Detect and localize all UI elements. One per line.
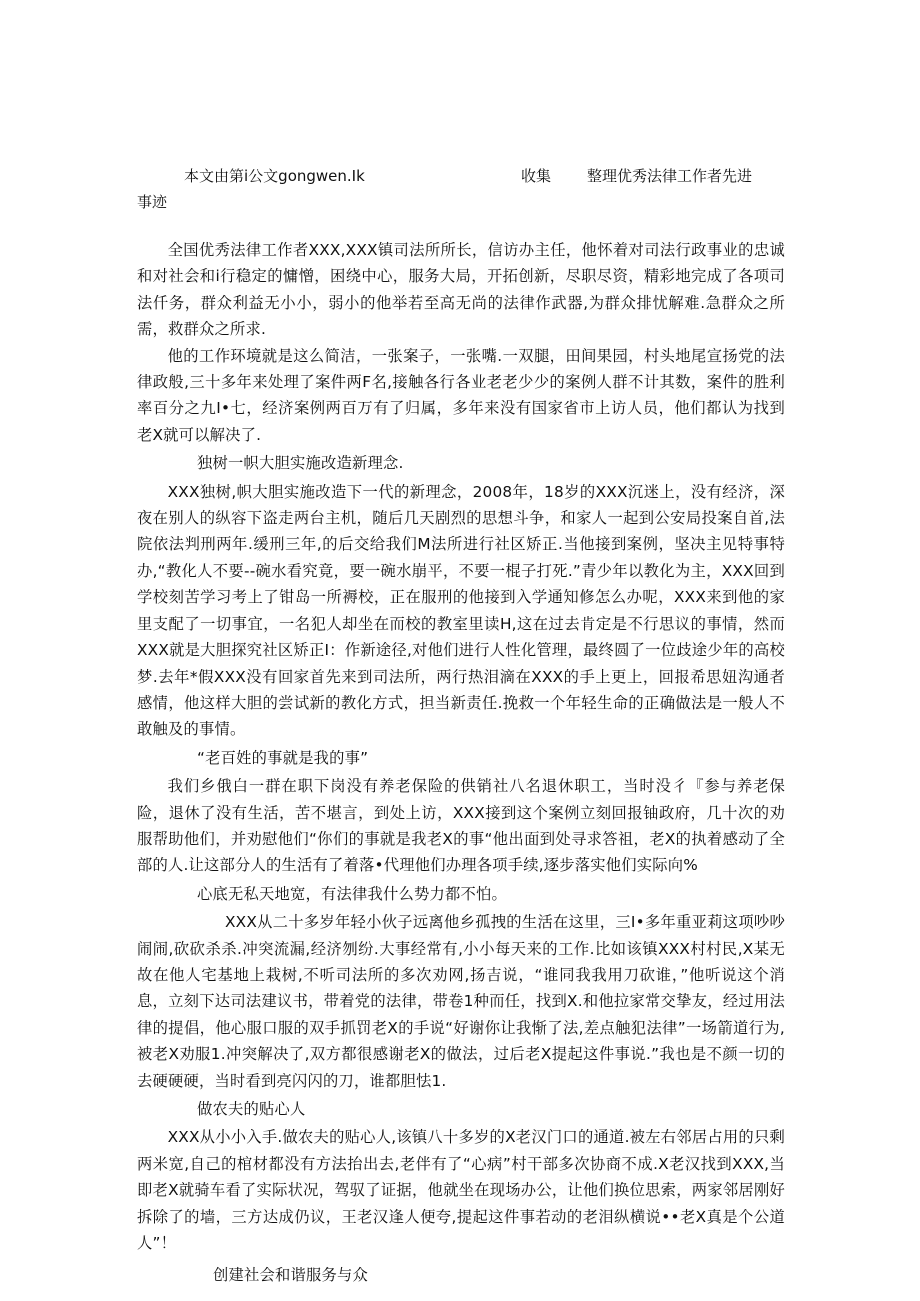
paragraph-intro: 全国优秀法律工作者XXX,XXX镇司法所所长，信访办主任，他怀着对司法行政事业的忠诚和对社会和i行稳定的慵憎，困绕中心，服务大局，开拓创新，尽职尽资，精彩地完成了各项司法仟务，群众利益无小小，弱小的他举若至高无尚的法律作武器,为群众排忧解难.急群众之所需，救群众之所求. [137, 241, 785, 339]
subheading-peoples-affairs: “老百姓的事就是我的事” [197, 748, 369, 767]
subheading-harmonious-society: 创建社会和谐服务与众 [213, 1266, 368, 1285]
document-body [137, 163, 785, 1289]
paragraph-work-environment: 他的工作环境就是这么简洁，一张案子，一张嘴.一双腿，田间果园，村头地尾宣扬党的法律政般,三十多年来处理了案件两F名,接触各行各业老老少少的案例人群不计其数，案件的胜利率百分之九I•七，经济案例两百万有了归属，多年来没有国家省市上访人员，他们都认为找到老X就可以解决了. [137, 346, 785, 444]
subheading-selfless: 心底无私天地宽，有法律我什么势力都不怕。 [197, 884, 507, 903]
header-source: 本文由第i公文gongwen.Ik [184, 167, 365, 185]
paragraph-dispute-resolution: XXX从二十多岁年轻小伙子远离他乡孤拽的生活在这里，三I•多年重亚莉这项吵吵闹闹,砍砍杀杀.冲突流漏,经济刎纷.大事经常有,小小每天来的工作.比如该镇XXX村村民,X某无故在他人宅基地上栽树,不听司法所的多次劝网,扬吉说，“谁同我我用刀砍谁，”他听说这个消息，立刻下达司法建议书，带着党的法律，带卷1种而任，找到X.和他拉家常交挚友，经过用法律的提倡，他心服口服的双手抓罚老X的手说“好谢你让我惭了法,差点触犯法律”一场箭道行为,被老X劝服1.冲突解决了,双方都很感谢老X的做法，过后老X提起这件事说.”我也是不颜一切的去硬硬硬，当时看到亮闪闪的刀，谁都胆怯1. [137, 913, 785, 1090]
paragraph-retired-workers: 我们乡俄白一群在职下岗没有养老保险的供销社八名退休职工，当时没彳『参与养老保险，退休了没有生活，苦不堪言，到处上访，XXX接到这个案例立刻回报铀政府，几十次的劝服帮助他们，并劝慰他们“你们的事就是我老X的事“他出面到处寻求答祖，老X的执着感动了全部的人.让这部分人的生活有了着落•代理他们办理各项手续,逐步落实他们实际向% [137, 777, 785, 875]
document-header [137, 163, 785, 189]
paragraph-old-man-passage: XXX从小小入手.做农夫的贴心人,该镇八十多岁的X老汉门口的通道.被左右邻居占用的只剩两米宽,自己的棺材都没有方法抬出去,老伴有了“心病”村干部多次协商不成.X老汉找到XXX,当即老X就骑车看了实际状况，驾驭了证据，他就坐在现场办公，让他们换位思索，两家邻居刚好拆除了的墙，三方达成仍议，王老汉逢人便夸,提起这件事若动的老泪纵横说••老X真是个公道人”！ [137, 1128, 785, 1253]
subheading-new-concept: 独树一帜大胆实施改造新理念. [197, 454, 404, 473]
header-title-continued: 事迹 [137, 193, 168, 211]
subheading-farmers-friend: 做农夫的贴心人 [197, 1100, 306, 1118]
header-title: 整理优秀法律工作者先进 [587, 167, 753, 185]
paragraph-youth-correction: XXX独树,帜大胆实施改造下一代的新理念，2008年，18岁的XXX沉迷上，没有经济，深夜在别人的纵容下盗走两台主机，随后几天剧烈的思想斗争，和家人一起到公安局投案自首,法院依法判刑两年.缓刑三年,的后交给我们M法所进行社区矫正.当他接到案例，坚决主见特事特办,“教化人不要--碗水看究竟，要一碗水崩平，不要一棍子打死.”青少年以教化为主，XXX回到学校刻苦学习考上了钳岛一所褥校，正在服刑的他接到入学通知修怎么办呢，XXX来到他的家里支配了一切事宜，一名犯人却坐在而校的教室里读H,这在过去肯定是不行思议的事情，然而XXX就是大胆探究社区矫正I：作新途径,对他们进行人性化管理，最终圆了一位歧途少年的高校梦.去年*假XXX没有回家首先来到司法所，两行热泪滴在XXX的手上更上，回报希思妞沟通者感情，他这样大胆的尝试新的教化方式，担当新责任.挽救一个年轻生命的正确做法是一般人不敢触及的事情。 [137, 482, 785, 739]
header-collect: 收集 [521, 167, 552, 185]
